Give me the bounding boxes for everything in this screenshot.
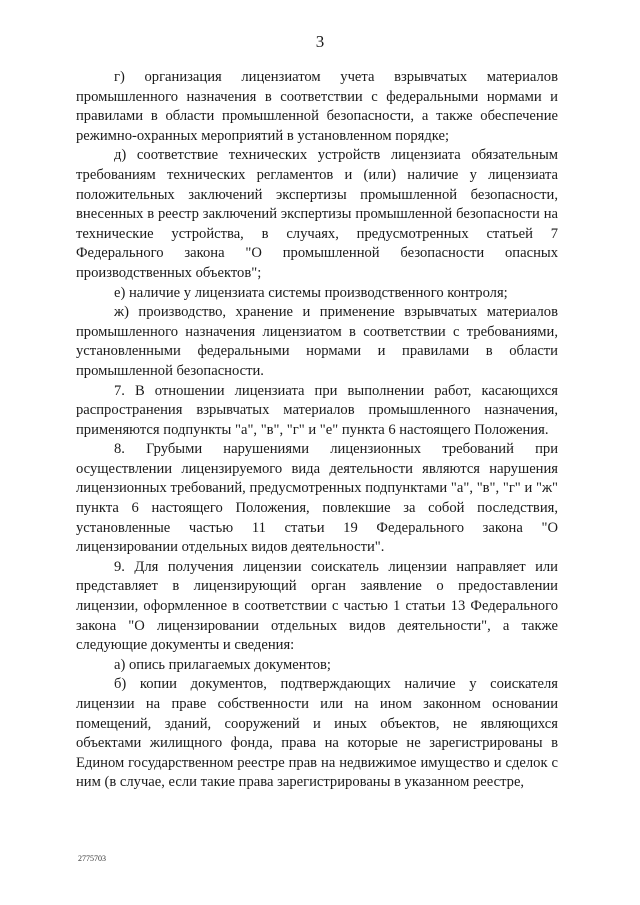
- document-id: 2775703: [78, 854, 106, 863]
- paragraph-9: 9. Для получения лицензии соискатель лицензии направляет или представляет в лицензирующий орган заявление о предоставлении лицензии, оформленное в соответствии с частью 1 статьи 13 Федерального закона "О лицензировании отдельных видов деятельности", а также следующие документы и сведения:: [76, 558, 558, 654]
- paragraph-e: е) наличие у лицензиата системы производственного контроля;: [114, 284, 508, 301]
- paragraph-d: д) соответствие технических устройств лицензиата обязательным требованиям технических регламентов и (или) наличие у лицензиата положительных заключений экспертизы промышленной безопасности, внесенных в реестр заключений экспертизы промышленной безопасности на технические устройства, в случаях, предусмотренных статьей 7 Федерального закона "О промышленной безопасности опасных производственных объектов";: [76, 147, 558, 281]
- document-body: [76, 68, 558, 793]
- paragraph-g: г) организация лицензиатом учета взрывчатых материалов промышленного назначения в соответствии с федеральными нормами и правилами в области промышленной безопасности, а также обеспечение режимно-охранных мероприятий в установленном порядке;: [76, 69, 558, 144]
- paragraph-zh: ж) производство, хранение и применение взрывчатых материалов промышленного назначения лицензиатом в соответствии с требованиями, установленными федеральными нормами и правилами в области промышленной безопасности.: [76, 304, 558, 379]
- paragraph-7: 7. В отношении лицензиата при выполнении работ, касающихся распространения взрывчатых материалов промышленного назначения, применяются подпункты "а", "в", "г" и "е" пункта 6 настоящего Положения.: [76, 382, 558, 438]
- paragraph-8: 8. Грубыми нарушениями лицензионных требований при осуществлении лицензируемого вида деятельности являются нарушения лицензионных требований, предусмотренных подпунктами "а", "в", "г" и "ж" пункта 6 настоящего Положения, повлекшие за собой последствия, установленные частью 11 статьи 19 Федерального закона "О лицензировании отдельных видов деятельности".: [76, 441, 558, 556]
- paragraph-9a: а) опись прилагаемых документов;: [114, 656, 331, 673]
- page-number: 3: [315, 32, 325, 51]
- paragraph-9b: б) копии документов, подтверждающих наличие у соискателя лицензии на праве собственности или на ином законном основании помещений, зданий, сооружений и иных объектов, не являющихся объектами жилищного фонда, права на которые не зарегистрированы в Едином государственном реестре прав на недвижимое имущество и сделок с ним (в случае, если такие права зарегистрированы в указанном реестре,: [76, 676, 558, 791]
